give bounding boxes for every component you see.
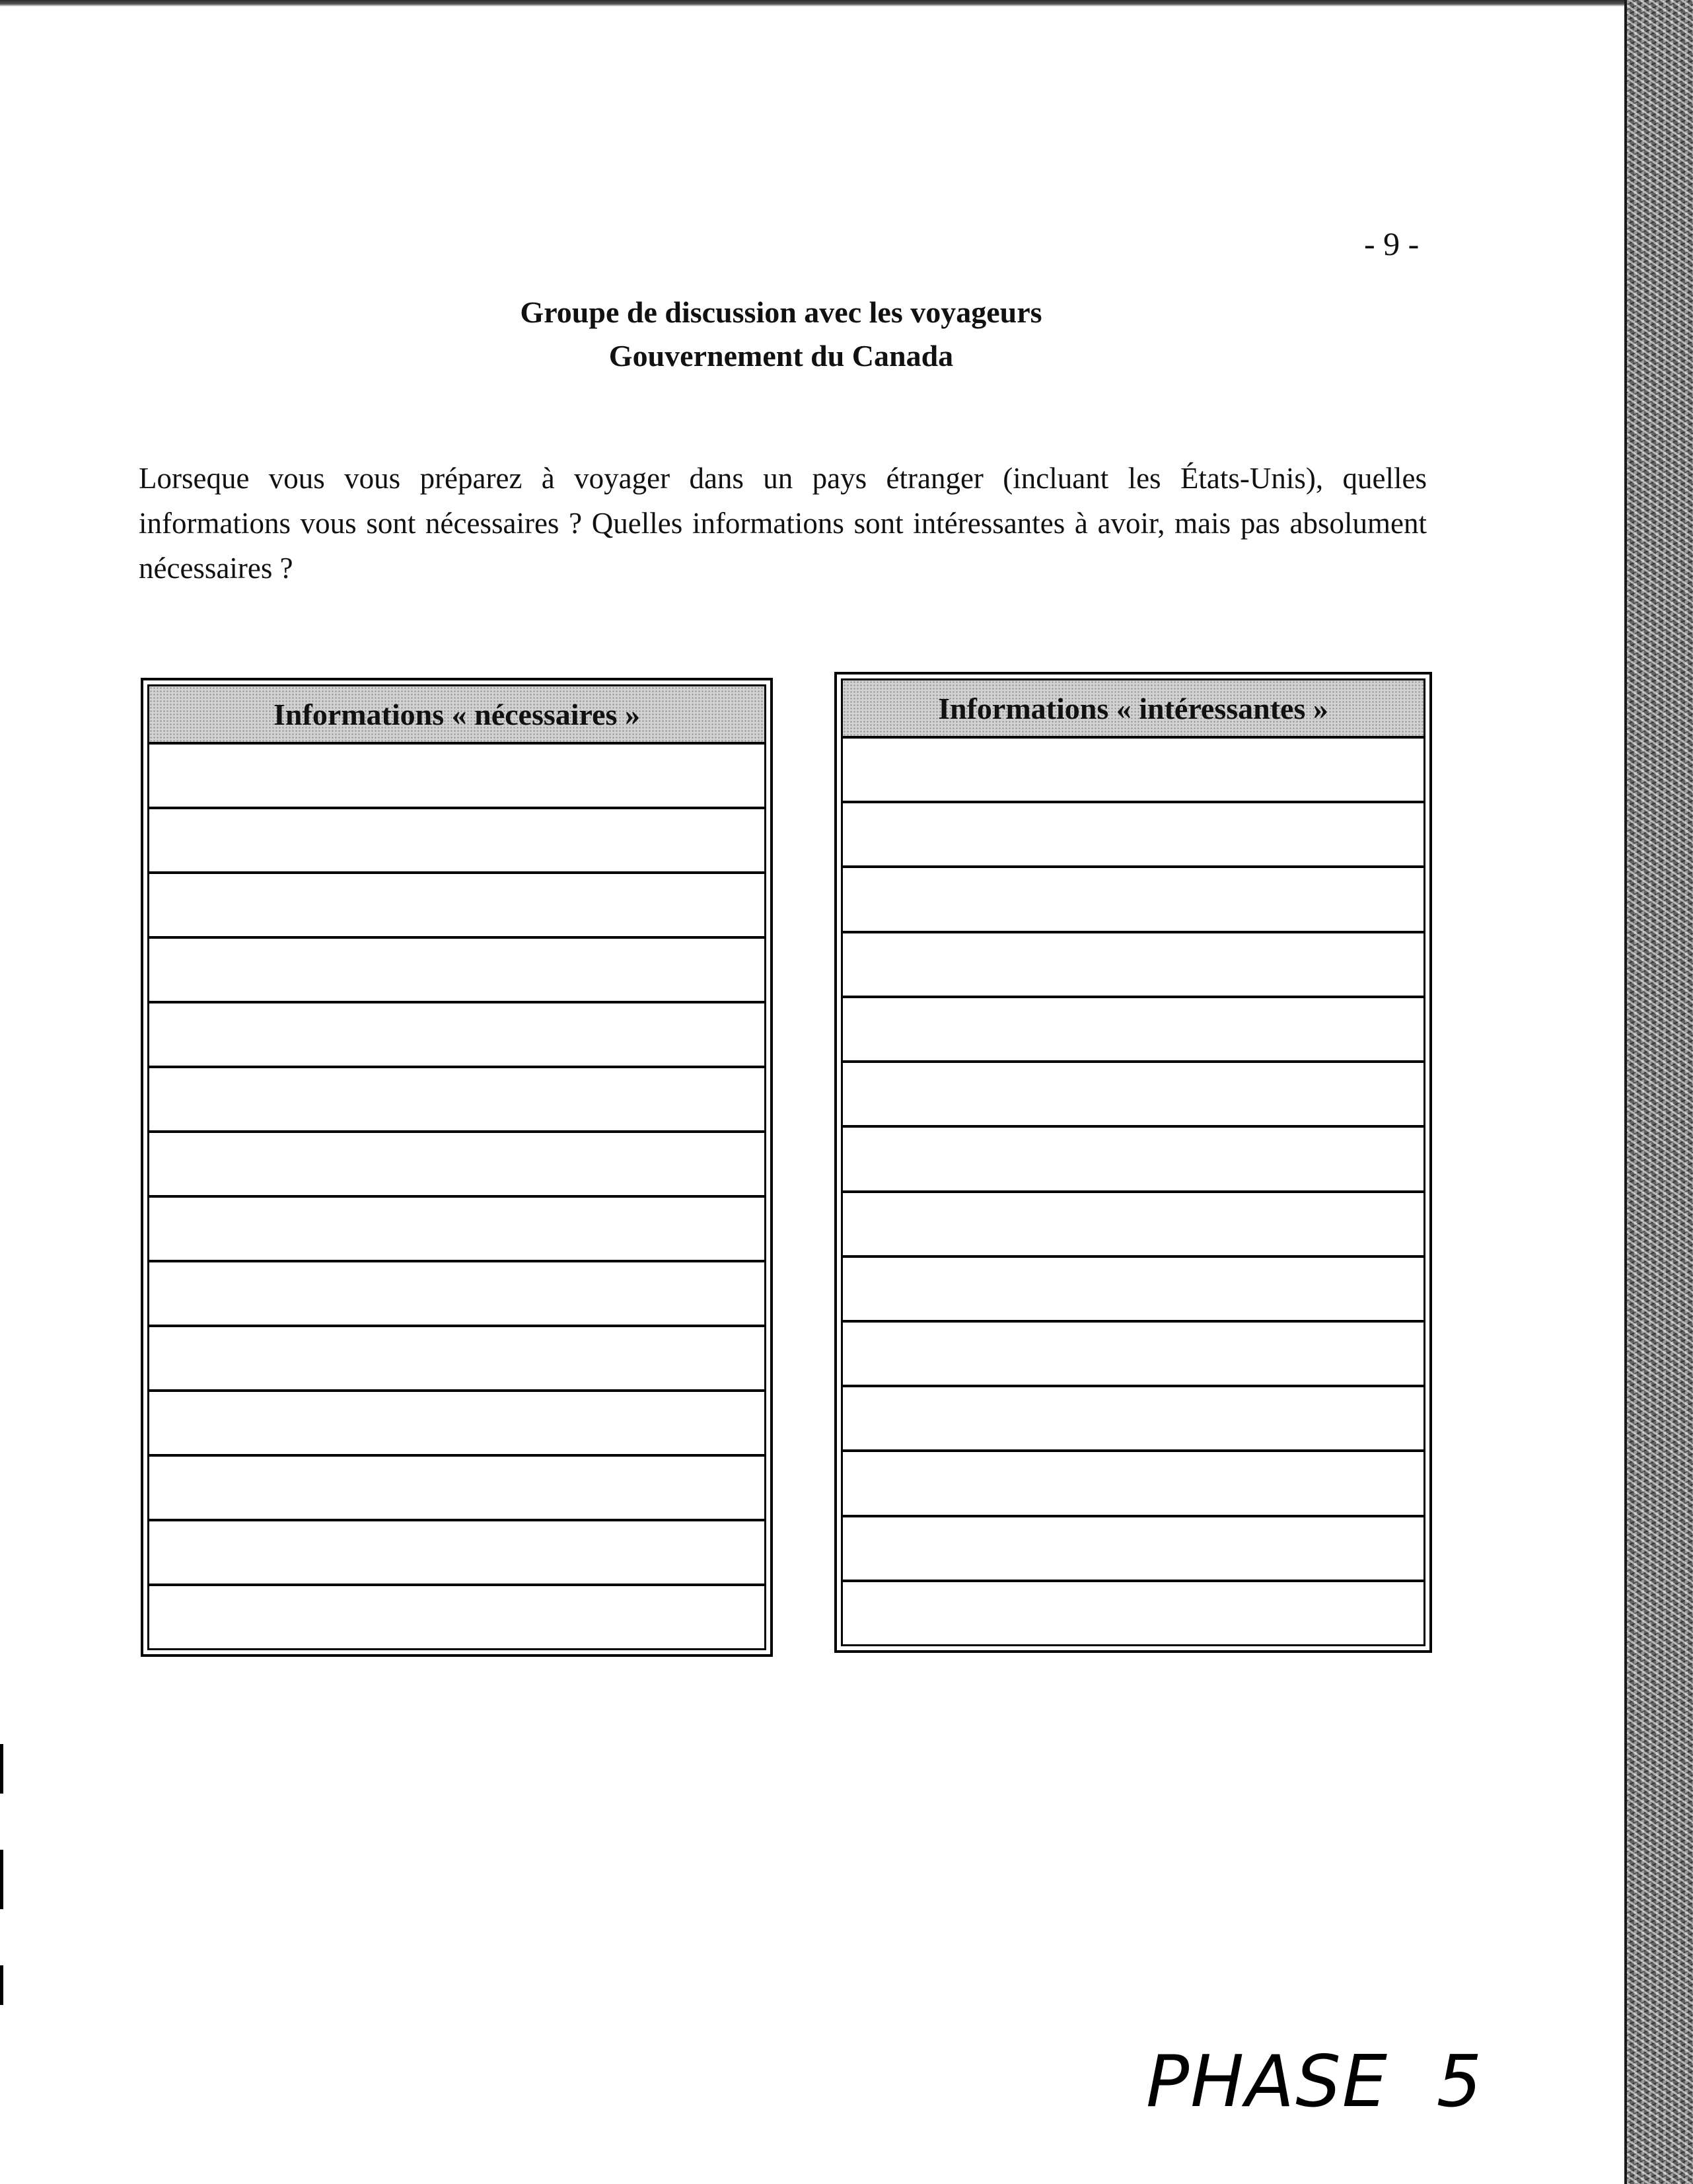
table-row[interactable]: [843, 1128, 1423, 1192]
document-heading: [264, 291, 1298, 378]
table-row[interactable]: [149, 809, 764, 874]
phase-label: PHASE 5: [1146, 2041, 1484, 2123]
table-row[interactable]: [843, 1387, 1423, 1452]
table-row[interactable]: [149, 1392, 764, 1457]
table-frame: [147, 684, 766, 1650]
table-row[interactable]: [843, 1063, 1423, 1128]
scan-left-mark: [0, 1744, 3, 1794]
table-row[interactable]: [149, 939, 764, 1003]
table-row[interactable]: [149, 874, 764, 939]
scan-left-mark: [0, 1850, 3, 1909]
table-row[interactable]: [843, 1193, 1423, 1258]
table-row[interactable]: [843, 868, 1423, 933]
scan-top-edge: [0, 0, 1632, 7]
table-frame: [841, 678, 1425, 1646]
table-row[interactable]: [843, 1582, 1423, 1644]
table-row[interactable]: [149, 1133, 764, 1198]
heading-line-1: Groupe de discussion avec les voyageurs: [520, 295, 1042, 329]
table-row[interactable]: [149, 1003, 764, 1068]
scan-right-edge: [1627, 0, 1693, 2184]
table-row[interactable]: [843, 1323, 1423, 1387]
table-row[interactable]: [149, 1262, 764, 1327]
interesting-info-table: [834, 672, 1432, 1653]
table-row[interactable]: [843, 1452, 1423, 1517]
table-row[interactable]: [843, 933, 1423, 998]
table-row[interactable]: [149, 1198, 764, 1262]
heading-line-2: Gouvernement du Canada: [608, 339, 954, 373]
table-row[interactable]: [843, 998, 1423, 1063]
table-row[interactable]: [149, 1068, 764, 1133]
scan-left-mark: [0, 1965, 3, 2005]
question-text: Lorseque vous vous préparez à voyager dans un pays étranger (incluant les États-Unis), quelles informations vous sont nécessaires ? Quelles informations sont intéressantes à avoir, mais pas absolument nécessaires ?: [139, 462, 1427, 585]
table-row[interactable]: [149, 1586, 764, 1648]
page-number: - 9 -: [1364, 225, 1420, 262]
interesting-info-header: Informations « intéressantes »: [843, 680, 1423, 739]
table-row[interactable]: [843, 739, 1423, 803]
table-row[interactable]: [149, 1327, 764, 1392]
necessary-info-table: [141, 678, 773, 1657]
necessary-info-header: Informations « nécessaires »: [149, 686, 764, 745]
table-row[interactable]: [843, 1517, 1423, 1582]
table-row[interactable]: [843, 1258, 1423, 1323]
table-row[interactable]: [149, 1521, 764, 1586]
table-row[interactable]: [149, 1457, 764, 1521]
table-row[interactable]: [149, 745, 764, 809]
table-row[interactable]: [843, 803, 1423, 868]
